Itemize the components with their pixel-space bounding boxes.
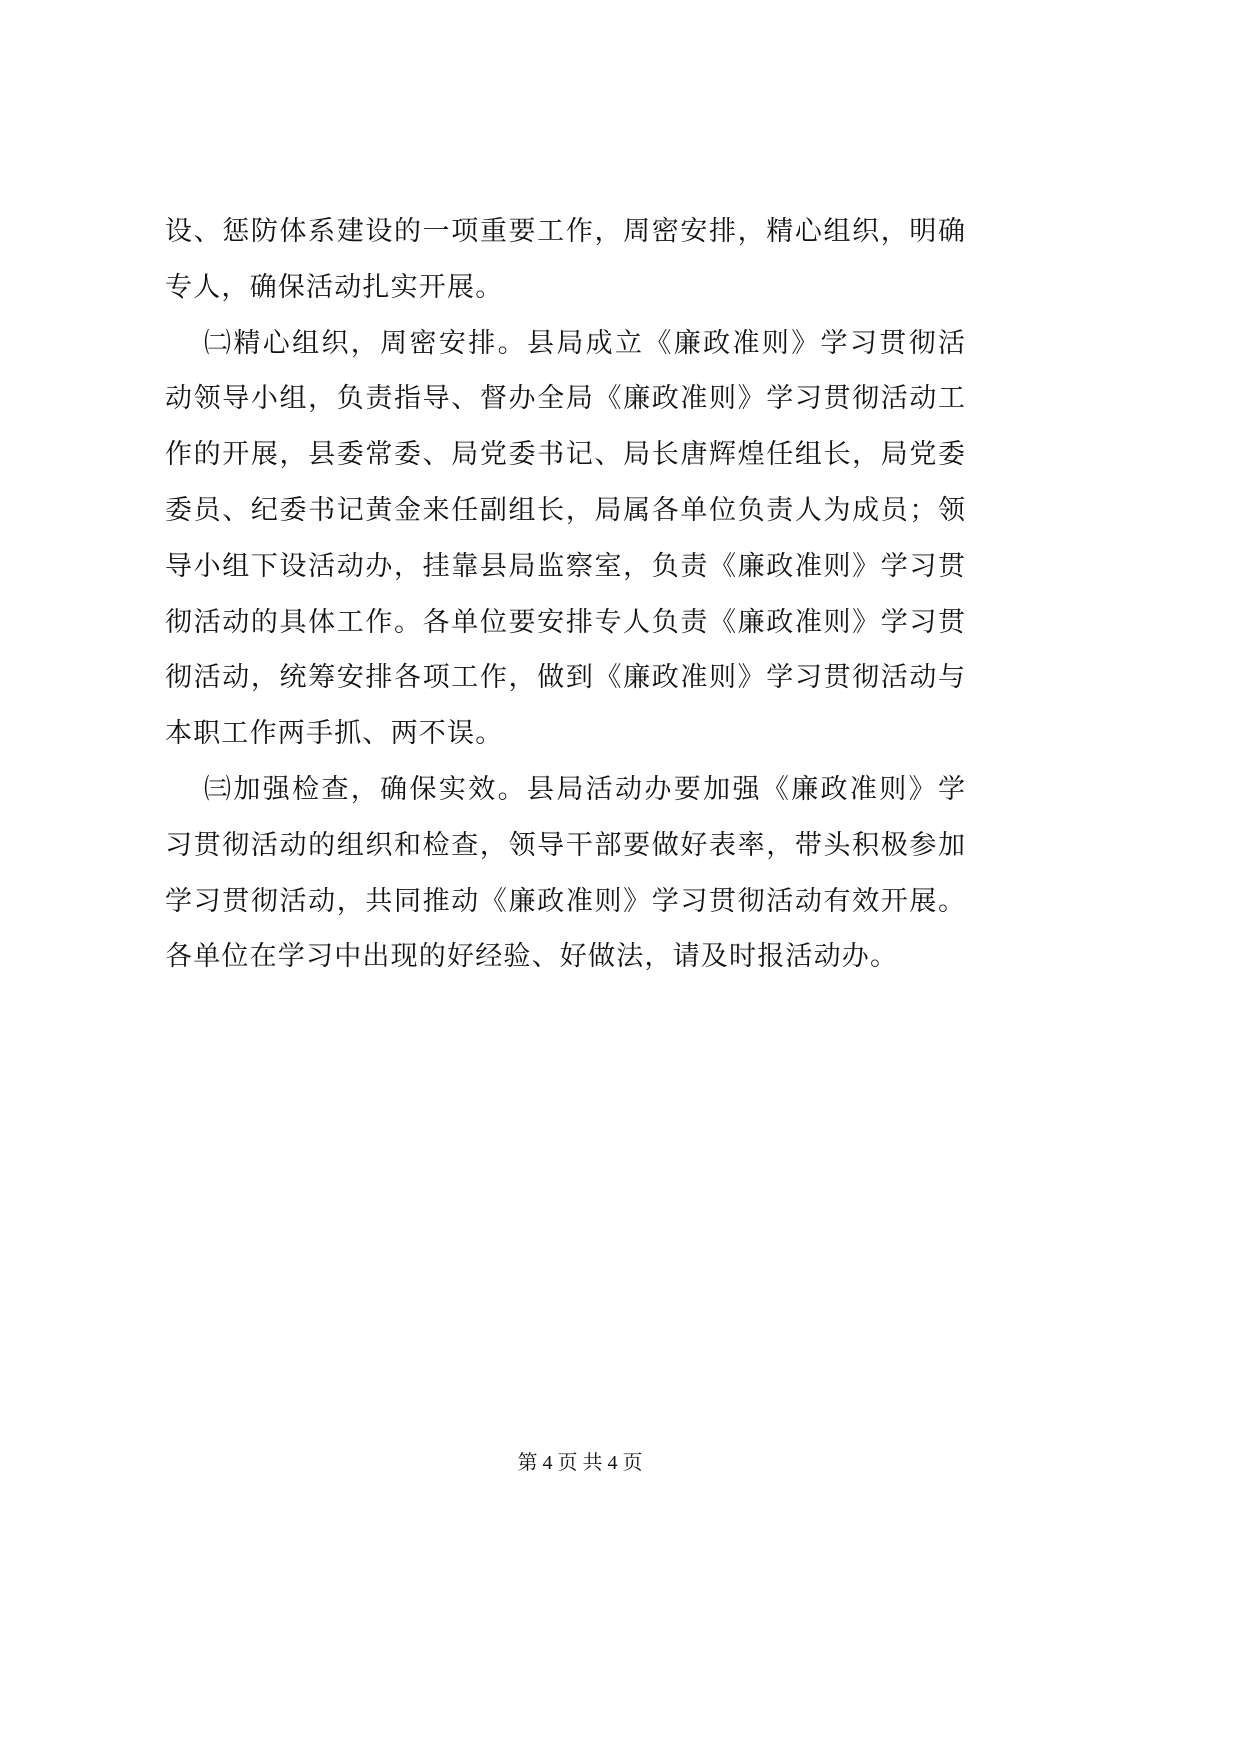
paragraph-organize	[165, 316, 965, 762]
body-line: 设、惩防体系建设的一项重要工作，周密安排，精心组织，明确	[165, 216, 965, 247]
document-body	[165, 204, 965, 985]
body-line: 作的开展，县委常委、局党委书记、局长唐辉煌任组长，局党委	[165, 439, 965, 471]
body-line: 彻活动，统筹安排各项工作，做到《廉政准则》学习贯彻活动与	[165, 662, 965, 694]
body-line: 动领导小组，负责指导、督办全局《廉政准则》学习贯彻活动工	[165, 383, 965, 415]
body-line: ㈢加强检查，确保实效。县局活动办要加强《廉政准则》学	[204, 773, 965, 805]
body-line: 习贯彻活动的组织和检查，领导干部要做好表率，带头积极参加	[165, 829, 965, 861]
body-line: ㈡精心组织，周密安排。县局成立《廉政准则》学习贯彻活	[204, 327, 965, 359]
page-number-footer: 第 4 页 共 4 页	[517, 1452, 643, 1474]
body-line: 彻活动的具体工作。各单位要安排专人负责《廉政准则》学习贯	[165, 606, 965, 638]
body-line: 专人，确保活动扎实开展。	[165, 271, 504, 303]
paragraph-continuation	[165, 204, 965, 316]
body-line: 学习贯彻活动，共同推动《廉政准则》学习贯彻活动有效开展。	[165, 885, 965, 917]
body-line: 各单位在学习中出现的好经验、好做法，请及时报活动办。	[165, 941, 899, 973]
body-line: 本职工作两手抓、两不误。	[165, 718, 504, 750]
body-line: 导小组下设活动办，挂靠县局监察室，负责《廉政准则》学习贯	[165, 550, 965, 582]
paragraph-inspection	[165, 762, 965, 985]
body-line: 委员、纪委书记黄金来任副组长，局属各单位负责人为成员；领	[165, 494, 965, 526]
